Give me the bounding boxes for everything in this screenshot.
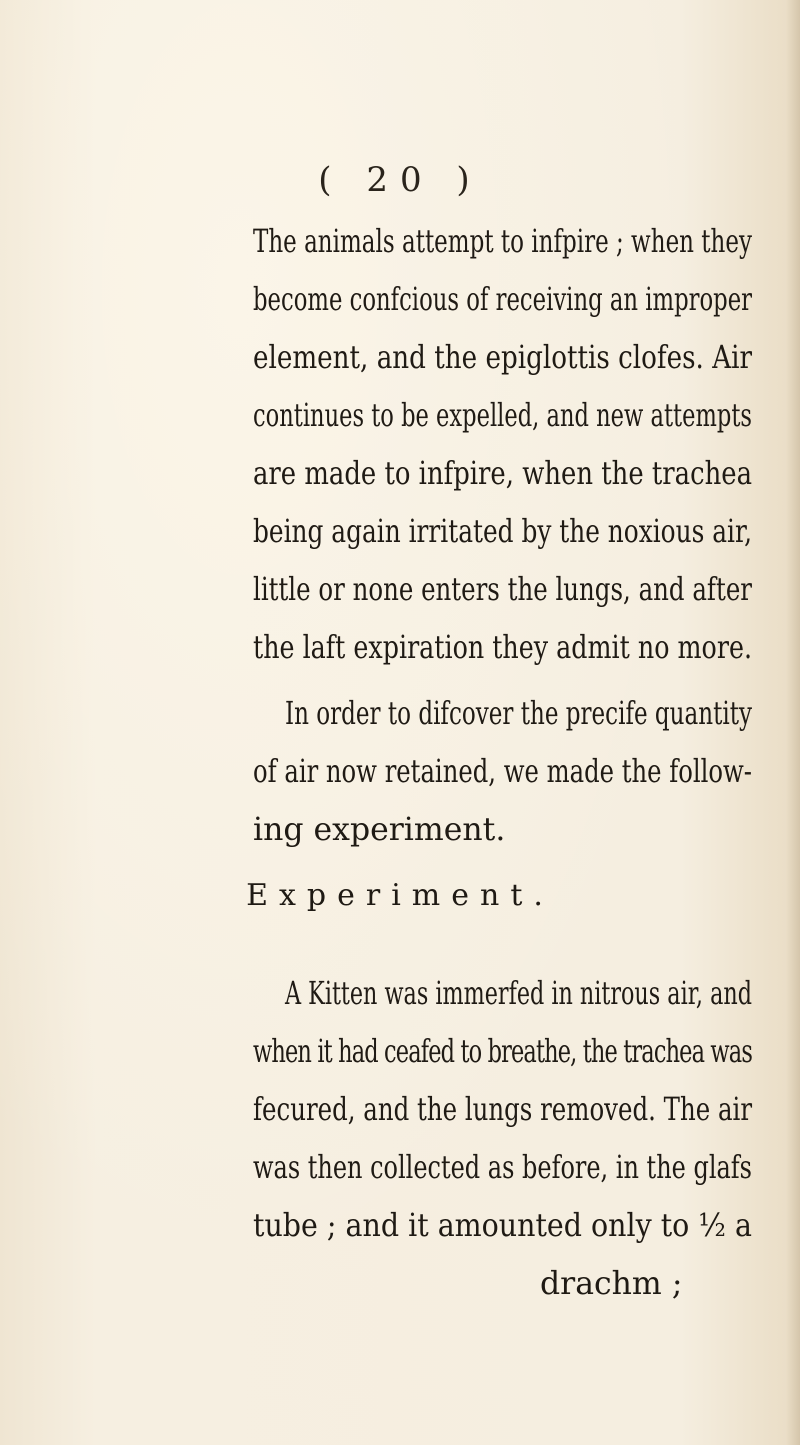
text-line: continues to be expelled, and new attempts [253,398,752,434]
text-line: when it had ceafed to breathe, the trachea was [253,1034,753,1070]
text-line: element, and the epiglottis clofes. Air [253,340,752,376]
text-line: was then collected as before, in the glafs [253,1150,752,1186]
text-line: ing experiment. [253,812,506,848]
page-number: ( 20 ) [318,160,482,200]
text-line: of air now retained, we made the follow- [253,754,753,790]
text-line: The animals attempt to infpire ; when they [253,224,752,260]
text-line: become confcious of receiving an improper [253,282,753,318]
text-line: In order to difcover the precife quantity [285,696,752,732]
section-heading: Experiment. [246,878,554,913]
text-line: A Kitten was immerfed in nitrous air, and [285,976,752,1012]
text-line: are made to infpire, when the trachea [253,456,753,492]
text-line: being again irritated by the noxious air, [253,514,753,550]
text-line: the laft expiration they admit no more. [253,630,753,666]
text-line: fecured, and the lungs removed. The air [253,1092,753,1128]
text-line: little or none enters the lungs, and after [253,572,753,608]
text-line: tube ; and it amounted only to ½ a [253,1208,752,1244]
text-line: drachm ; [540,1266,683,1302]
